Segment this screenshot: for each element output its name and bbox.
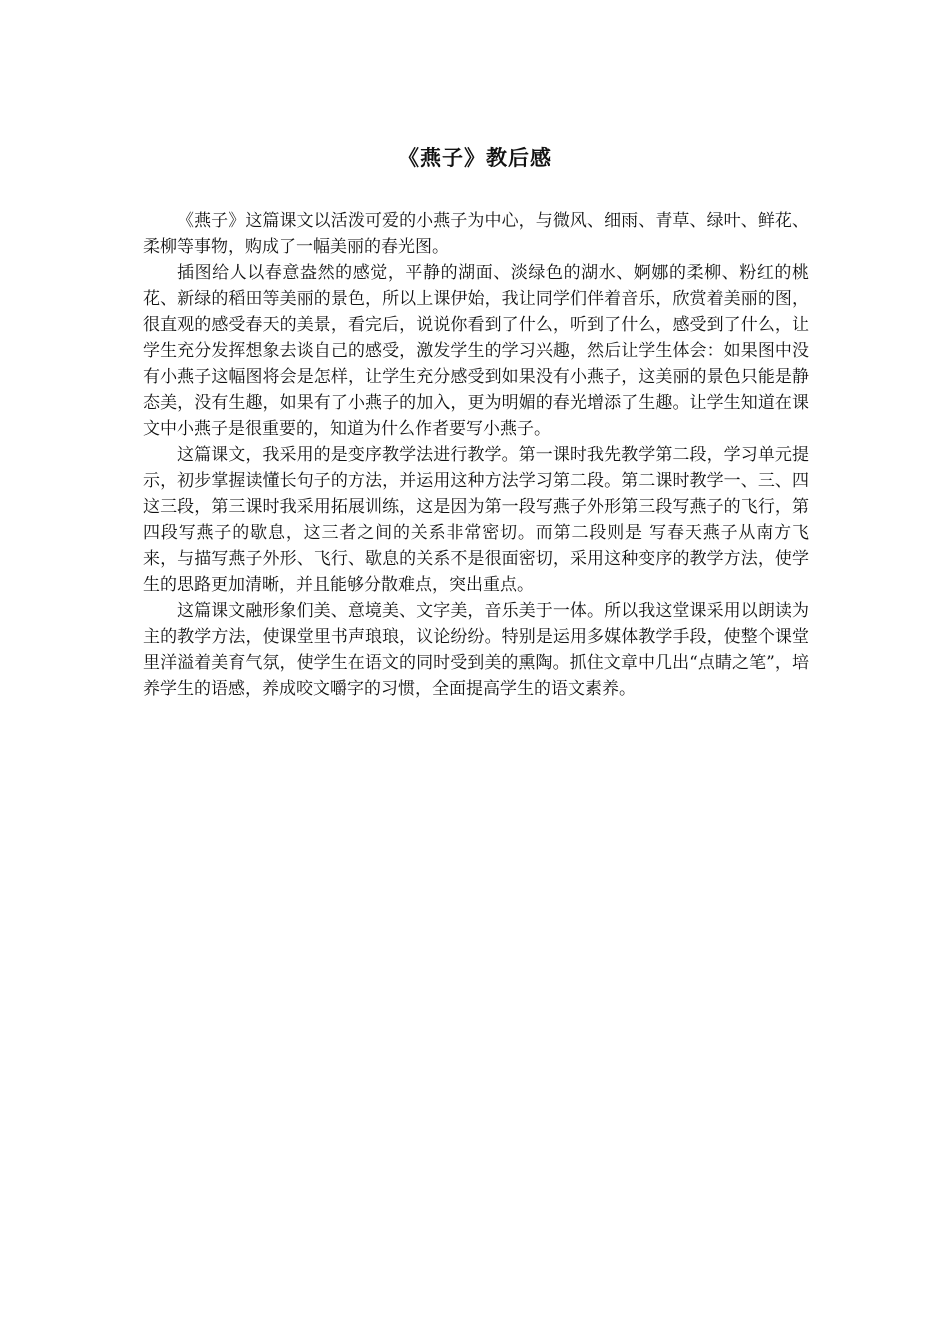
paragraph-4: 这篇课文融形象们美、意境美、文字美，音乐美于一体。所以我这堂课采用以朗读为主的教学方法，使课堂里书声琅琅，议论纷纷。特别是运用多媒体教学手段，使整个课堂里洋溢着美育气氛，使学生在语文的同时受到美的熏陶。抓住文章中几出“点睛之笔”，培养学生的语感，养成咬文嚼字的习惯，全面提高学生的语文素养。 <box>143 601 809 699</box>
paragraph-1: 《燕子》这篇课文以活泼可爱的小燕子为中心，与微风、细雨、青草、绿叶、鲜花、柔柳等事物，购成了一幅美丽的春光图。 <box>143 211 809 257</box>
document-title: 《燕子》教后感 <box>398 146 552 170</box>
paragraph-2: 插图给人以春意盎然的感觉，平静的湖面、淡绿色的湖水、婀娜的柔柳、粉红的桃花、新绿的稻田等美丽的景色，所以上课伊始，我让同学们伴着音乐，欣赏着美丽的图，很直观的感受春天的美景，看完后，说说你看到了什么，听到了什么，感受到了什么，让学生充分发挥想象去谈自己的感受，激发学生的学习兴趣，然后让学生体会：如果图中没有小燕子这幅图将会是怎样，让学生充分感受到如果没有小燕子，这美丽的景色只能是静态美，没有生趣，如果有了小燕子的加入，更为明媚的春光增添了生趣。让学生知道在课文中小燕子是很重要的，知道为什么作者要写小燕子。 <box>143 263 809 439</box>
paragraph-3: 这篇课文，我采用的是变序教学法进行教学。第一课时我先教学第二段，学习单元提示，初步掌握读懂长句子的方法，并运用这种方法学习第二段。第二课时教学一、三、四这三段，第三课时我采用拓展训练，这是因为第一段写燕子外形第三段写燕子的飞行，第四段写燕子的歇息，这三者之间的关系非常密切。而第二段则是 写春天燕子从南方飞来，与描写燕子外形、飞行、歇息的关系不是很面密切，采用这种变序的教学方法，使学生的思路更加清晰，并且能够分散难点，突出重点。 <box>143 445 809 595</box>
document-body <box>143 208 809 702</box>
